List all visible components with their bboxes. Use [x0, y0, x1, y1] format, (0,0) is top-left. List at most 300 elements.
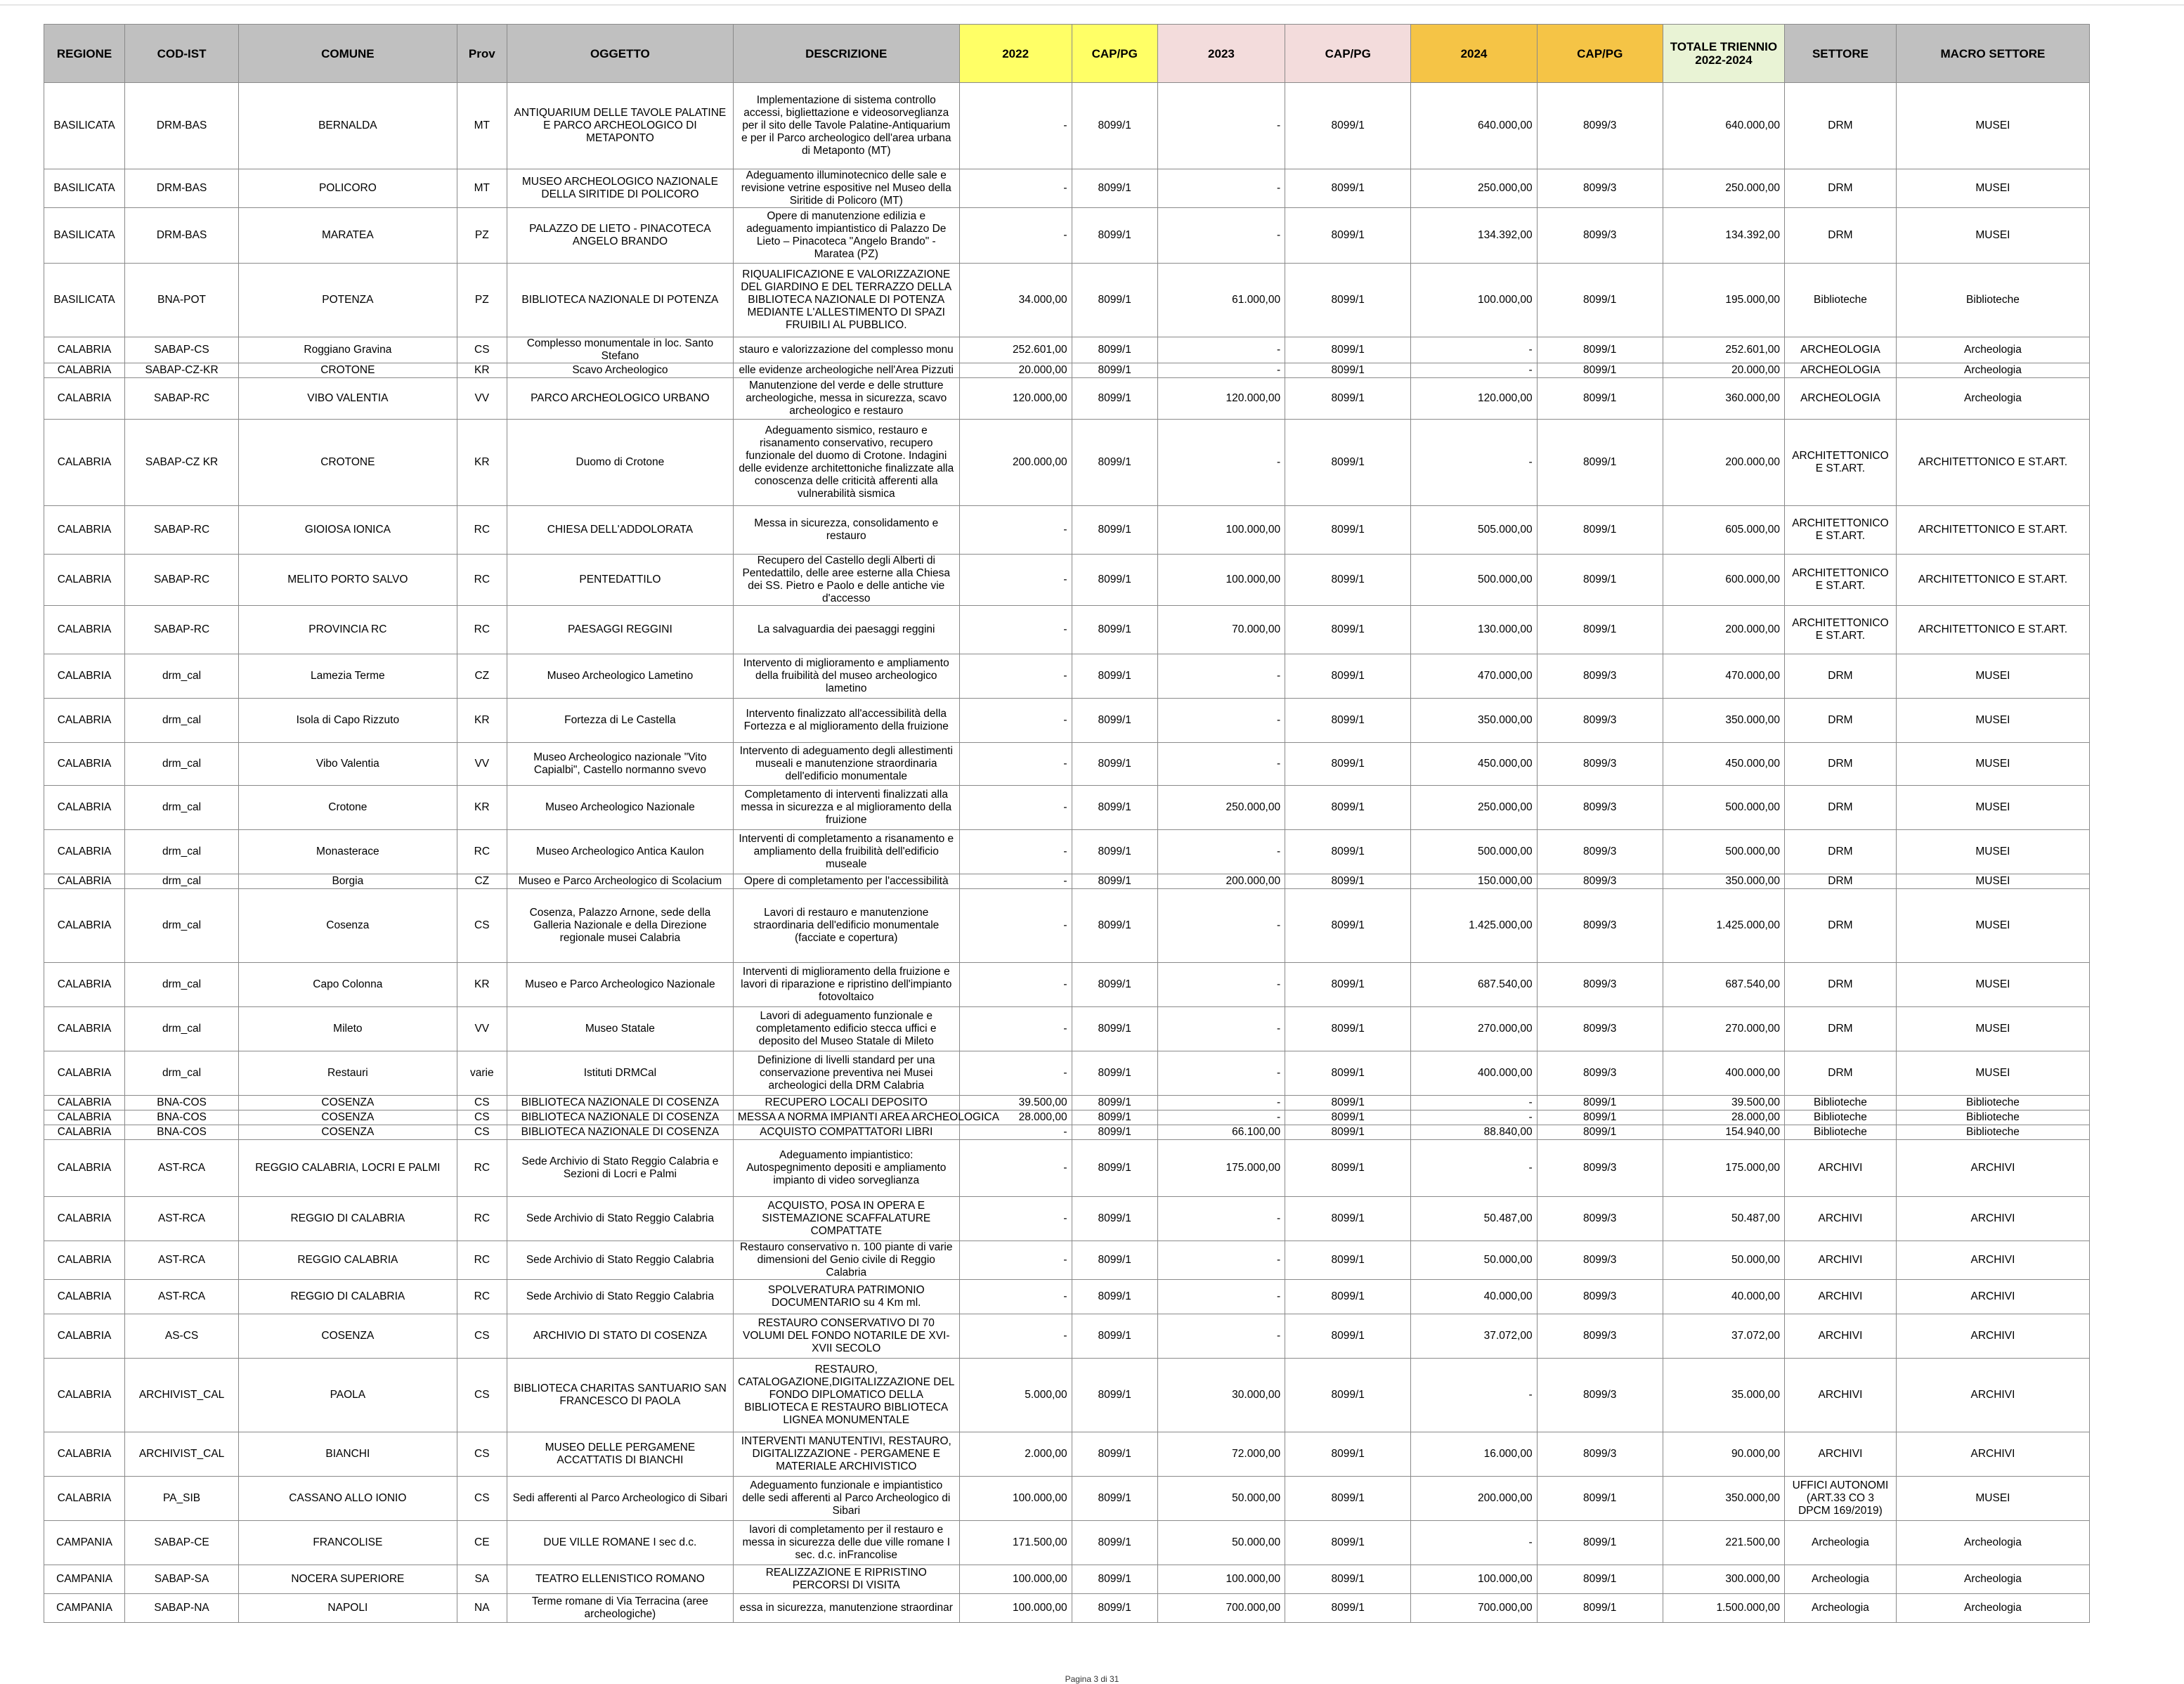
cell-totale-triennio: 195.000,00 — [1663, 264, 1784, 337]
cell-importo-2024: 134.392,00 — [1411, 208, 1537, 264]
cell-importo-2023: - — [1157, 1314, 1285, 1359]
cell-descrizione: INTERVENTI MANUTENTIVI, RESTAURO, DIGITALIZZAZIONE - PERGAMENE E MATERIALE ARCHIVISTICO — [733, 1432, 959, 1477]
cell-regione: CALABRIA — [44, 1241, 125, 1280]
cell-importo-2023: - — [1157, 1280, 1285, 1314]
cell-importo-2022: - — [959, 654, 1072, 699]
col-header-2024: 2024 — [1411, 25, 1537, 83]
col-header-descrizione: DESCRIZIONE — [733, 25, 959, 83]
cell-totale-triennio: 40.000,00 — [1663, 1280, 1784, 1314]
cell-cap-pg-2022: 8099/1 — [1072, 1565, 1157, 1594]
cell-descrizione: RESTAURO CONSERVATIVO DI 70 VOLUMI DEL FONDO NOTARILE DE XVI-XVII SECOLO — [733, 1314, 959, 1359]
cell-descrizione: stauro e valorizzazione del complesso monu — [733, 337, 959, 363]
cell-cap-pg-2023: 8099/1 — [1285, 654, 1411, 699]
cell-oggetto: Museo Archeologico Antica Kaulon — [507, 830, 733, 874]
cell-importo-2024: 700.000,00 — [1411, 1594, 1537, 1623]
cell-cap-pg-2022: 8099/1 — [1072, 1110, 1157, 1125]
cell-cap-pg-2022: 8099/1 — [1072, 1007, 1157, 1051]
cell-importo-2024: 640.000,00 — [1411, 83, 1537, 169]
cell-cap-pg-2024: 8099/1 — [1537, 606, 1663, 654]
cell-cod-ist: SABAP-RC — [125, 555, 239, 606]
cell-importo-2024: 50.487,00 — [1411, 1197, 1537, 1241]
cell-importo-2023: - — [1157, 169, 1285, 208]
table-row — [44, 654, 2090, 699]
cell-importo-2023: - — [1157, 963, 1285, 1007]
cell-importo-2024: 500.000,00 — [1411, 555, 1537, 606]
cell-prov: KR — [457, 963, 507, 1007]
cell-totale-triennio: 200.000,00 — [1663, 420, 1784, 506]
cell-cod-ist: AS-CS — [125, 1314, 239, 1359]
cell-oggetto: Museo e Parco Archeologico Nazionale — [507, 963, 733, 1007]
cell-comune: NOCERA SUPERIORE — [239, 1565, 457, 1594]
cell-descrizione: Messa in sicurezza, consolidamento e restauro — [733, 506, 959, 555]
cell-settore: ARCHITETTONICO E ST.ART. — [1785, 506, 1897, 555]
cell-oggetto: Sede Archivio di Stato Reggio Calabria e Sezioni di Locri e Palmi — [507, 1140, 733, 1197]
cell-cap-pg-2024: 8099/3 — [1537, 699, 1663, 743]
col-header-cap-pg-2024: CAP/PG — [1537, 25, 1663, 83]
cell-totale-triennio: 37.072,00 — [1663, 1314, 1784, 1359]
cell-oggetto: PARCO ARCHEOLOGICO URBANO — [507, 378, 733, 420]
cell-comune: NAPOLI — [239, 1594, 457, 1623]
cell-cap-pg-2022: 8099/1 — [1072, 83, 1157, 169]
cell-regione: CALABRIA — [44, 555, 125, 606]
cell-cod-ist: drm_cal — [125, 743, 239, 786]
cell-regione: CALABRIA — [44, 1125, 125, 1140]
cell-importo-2023: 100.000,00 — [1157, 555, 1285, 606]
cell-totale-triennio: 200.000,00 — [1663, 606, 1784, 654]
cell-importo-2024: 120.000,00 — [1411, 378, 1537, 420]
cell-importo-2024: 250.000,00 — [1411, 169, 1537, 208]
table-row — [44, 363, 2090, 378]
cell-totale-triennio: 500.000,00 — [1663, 786, 1784, 830]
cell-totale-triennio: 360.000,00 — [1663, 378, 1784, 420]
cell-settore: Biblioteche — [1785, 1125, 1897, 1140]
cell-importo-2022: - — [959, 1051, 1072, 1096]
cell-macro-settore: Biblioteche — [1896, 264, 2089, 337]
cell-importo-2022: 171.500,00 — [959, 1521, 1072, 1565]
cell-comune: Borgia — [239, 874, 457, 889]
cell-cod-ist: PA_SIB — [125, 1477, 239, 1521]
cell-cap-pg-2023: 8099/1 — [1285, 1594, 1411, 1623]
cell-cap-pg-2023: 8099/1 — [1285, 1280, 1411, 1314]
cell-cod-ist: SABAP-CS — [125, 337, 239, 363]
cell-settore: DRM — [1785, 963, 1897, 1007]
cell-cap-pg-2022: 8099/1 — [1072, 363, 1157, 378]
cell-cod-ist: BNA-COS — [125, 1125, 239, 1140]
cell-prov: SA — [457, 1565, 507, 1594]
top-divider — [0, 4, 2184, 6]
cell-oggetto: BIBLIOTECA NAZIONALE DI COSENZA — [507, 1125, 733, 1140]
cell-cap-pg-2022: 8099/1 — [1072, 506, 1157, 555]
cell-cap-pg-2023: 8099/1 — [1285, 1432, 1411, 1477]
cell-importo-2022: - — [959, 1241, 1072, 1280]
cell-importo-2024: 200.000,00 — [1411, 1477, 1537, 1521]
cell-prov: CS — [457, 1359, 507, 1432]
cell-cod-ist: SABAP-RC — [125, 606, 239, 654]
cell-settore: ARCHIVI — [1785, 1359, 1897, 1432]
cell-importo-2023: 200.000,00 — [1157, 874, 1285, 889]
cell-macro-settore: MUSEI — [1896, 654, 2089, 699]
cell-importo-2022: - — [959, 1140, 1072, 1197]
cell-macro-settore: MUSEI — [1896, 889, 2089, 963]
cell-importo-2022: 100.000,00 — [959, 1594, 1072, 1623]
cell-cap-pg-2023: 8099/1 — [1285, 1140, 1411, 1197]
cell-importo-2024: 130.000,00 — [1411, 606, 1537, 654]
cell-oggetto: Museo Archeologico Lametino — [507, 654, 733, 699]
cell-comune: BERNALDA — [239, 83, 457, 169]
cell-comune: GIOIOSA IONICA — [239, 506, 457, 555]
cell-descrizione: ACQUISTO, POSA IN OPERA E SISTEMAZIONE SCAFFALATURE COMPATTATE — [733, 1197, 959, 1241]
cell-cap-pg-2022: 8099/1 — [1072, 264, 1157, 337]
cell-oggetto: BIBLIOTECA NAZIONALE DI COSENZA — [507, 1110, 733, 1125]
cell-importo-2022: - — [959, 743, 1072, 786]
table-row — [44, 1007, 2090, 1051]
cell-importo-2022: 34.000,00 — [959, 264, 1072, 337]
cell-cod-ist: drm_cal — [125, 699, 239, 743]
cell-totale-triennio: 154.940,00 — [1663, 1125, 1784, 1140]
cell-cap-pg-2024: 8099/1 — [1537, 555, 1663, 606]
cell-cod-ist: ARCHIVIST_CAL — [125, 1359, 239, 1432]
cell-importo-2023: - — [1157, 337, 1285, 363]
cell-cap-pg-2024: 8099/1 — [1537, 1477, 1663, 1521]
cell-cap-pg-2022: 8099/1 — [1072, 874, 1157, 889]
cell-cap-pg-2022: 8099/1 — [1072, 889, 1157, 963]
cell-prov: RC — [457, 1140, 507, 1197]
cell-prov: RC — [457, 1197, 507, 1241]
cell-importo-2023: 66.100,00 — [1157, 1125, 1285, 1140]
cell-macro-settore: ARCHIVI — [1896, 1197, 2089, 1241]
cell-settore: ARCHIVI — [1785, 1140, 1897, 1197]
cell-descrizione: Opere di manutenzione edilizia e adeguamento impiantistico di Palazzo De Lieto – Pinacoteca "Angelo Brando" - Maratea (PZ) — [733, 208, 959, 264]
cell-descrizione: Intervento finalizzato all'accessibilità della Fortezza e al miglioramento della fruizione — [733, 699, 959, 743]
cell-descrizione: MESSA A NORMA IMPIANTI AREA ARCHEOLOGICA — [733, 1110, 959, 1125]
cell-cap-pg-2024: 8099/3 — [1537, 1314, 1663, 1359]
cell-comune: FRANCOLISE — [239, 1521, 457, 1565]
budget-table — [44, 24, 2090, 1623]
cell-oggetto: Istituti DRMCal — [507, 1051, 733, 1096]
table-row — [44, 1280, 2090, 1314]
cell-totale-triennio: 350.000,00 — [1663, 874, 1784, 889]
cell-importo-2022: - — [959, 1280, 1072, 1314]
cell-descrizione: Manutenzione del verde e delle strutture archeologiche, messa in sicurezza, scavo archeologico e restauro — [733, 378, 959, 420]
cell-regione: BASILICATA — [44, 208, 125, 264]
cell-prov: RC — [457, 555, 507, 606]
cell-prov: VV — [457, 743, 507, 786]
cell-comune: Isola di Capo Rizzuto — [239, 699, 457, 743]
cell-prov: PZ — [457, 264, 507, 337]
cell-macro-settore: ARCHIVI — [1896, 1359, 2089, 1432]
col-header-totale-triennio: TOTALE TRIENNIO 2022-2024 — [1663, 25, 1784, 83]
cell-prov: CS — [457, 1110, 507, 1125]
cell-importo-2022: 100.000,00 — [959, 1477, 1072, 1521]
cell-settore: Biblioteche — [1785, 1110, 1897, 1125]
cell-regione: CALABRIA — [44, 1007, 125, 1051]
cell-macro-settore: Archeologia — [1896, 1594, 2089, 1623]
cell-prov: CS — [457, 1125, 507, 1140]
cell-comune: BIANCHI — [239, 1432, 457, 1477]
cell-macro-settore: ARCHITETTONICO E ST.ART. — [1896, 506, 2089, 555]
cell-macro-settore: ARCHIVI — [1896, 1241, 2089, 1280]
cell-importo-2023: - — [1157, 1007, 1285, 1051]
cell-cod-ist: SABAP-NA — [125, 1594, 239, 1623]
cell-descrizione: ACQUISTO COMPATTATORI LIBRI — [733, 1125, 959, 1140]
cell-cap-pg-2023: 8099/1 — [1285, 1197, 1411, 1241]
cell-totale-triennio: 175.000,00 — [1663, 1140, 1784, 1197]
cell-oggetto: Duomo di Crotone — [507, 420, 733, 506]
cell-oggetto: Sede Archivio di Stato Reggio Calabria — [507, 1280, 733, 1314]
cell-cap-pg-2023: 8099/1 — [1285, 1110, 1411, 1125]
cell-cod-ist: ARCHIVIST_CAL — [125, 1432, 239, 1477]
cell-importo-2023: 72.000,00 — [1157, 1432, 1285, 1477]
cell-descrizione: Opere di completamento per l'accessibilità — [733, 874, 959, 889]
cell-regione: CALABRIA — [44, 889, 125, 963]
cell-macro-settore: ARCHITETTONICO E ST.ART. — [1896, 606, 2089, 654]
cell-regione: CALABRIA — [44, 830, 125, 874]
cell-comune: Monasterace — [239, 830, 457, 874]
cell-importo-2022: - — [959, 1197, 1072, 1241]
cell-importo-2023: 175.000,00 — [1157, 1140, 1285, 1197]
cell-descrizione: elle evidenze archeologiche nell'Area Pizzuti — [733, 363, 959, 378]
cell-importo-2023: 61.000,00 — [1157, 264, 1285, 337]
cell-cod-ist: SABAP-CZ KR — [125, 420, 239, 506]
cell-cap-pg-2024: 8099/3 — [1537, 83, 1663, 169]
cell-importo-2023: 50.000,00 — [1157, 1477, 1285, 1521]
cell-importo-2024: 350.000,00 — [1411, 699, 1537, 743]
cell-importo-2023: - — [1157, 699, 1285, 743]
cell-prov: CS — [457, 1096, 507, 1110]
cell-cap-pg-2023: 8099/1 — [1285, 420, 1411, 506]
cell-importo-2023: 50.000,00 — [1157, 1521, 1285, 1565]
cell-cap-pg-2024: 8099/1 — [1537, 1565, 1663, 1594]
table-row — [44, 830, 2090, 874]
cell-cap-pg-2022: 8099/1 — [1072, 378, 1157, 420]
cell-prov: RC — [457, 1280, 507, 1314]
cell-importo-2023: - — [1157, 1110, 1285, 1125]
table-row — [44, 1359, 2090, 1432]
cell-cap-pg-2022: 8099/1 — [1072, 1359, 1157, 1432]
table-row — [44, 1314, 2090, 1359]
cell-macro-settore: Biblioteche — [1896, 1110, 2089, 1125]
cell-settore: ARCHITETTONICO E ST.ART. — [1785, 420, 1897, 506]
cell-settore: DRM — [1785, 786, 1897, 830]
cell-totale-triennio: 640.000,00 — [1663, 83, 1784, 169]
cell-regione: CALABRIA — [44, 699, 125, 743]
cell-cap-pg-2023: 8099/1 — [1285, 786, 1411, 830]
cell-prov: CS — [457, 1314, 507, 1359]
cell-oggetto: Sede Archivio di Stato Reggio Calabria — [507, 1241, 733, 1280]
cell-importo-2024: 450.000,00 — [1411, 743, 1537, 786]
cell-cap-pg-2024: 8099/3 — [1537, 830, 1663, 874]
cell-cap-pg-2022: 8099/1 — [1072, 1096, 1157, 1110]
cell-totale-triennio: 28.000,00 — [1663, 1110, 1784, 1125]
cell-cap-pg-2024: 8099/3 — [1537, 743, 1663, 786]
cell-macro-settore: MUSEI — [1896, 743, 2089, 786]
cell-comune: REGGIO CALABRIA, LOCRI E PALMI — [239, 1140, 457, 1197]
cell-totale-triennio: 39.500,00 — [1663, 1096, 1784, 1110]
cell-descrizione: Adeguamento illuminotecnico delle sale e revisione vetrine espositive nel Museo della Siritide di Policoro (MT) — [733, 169, 959, 208]
cell-prov: RC — [457, 606, 507, 654]
cell-oggetto: Terme romane di Via Terracina (aree archeologiche) — [507, 1594, 733, 1623]
cell-macro-settore: MUSEI — [1896, 1051, 2089, 1096]
cell-importo-2023: 70.000,00 — [1157, 606, 1285, 654]
cell-settore: DRM — [1785, 208, 1897, 264]
cell-regione: CALABRIA — [44, 1140, 125, 1197]
cell-cap-pg-2024: 8099/1 — [1537, 363, 1663, 378]
cell-cap-pg-2024: 8099/3 — [1537, 1432, 1663, 1477]
cell-comune: POTENZA — [239, 264, 457, 337]
cell-cap-pg-2022: 8099/1 — [1072, 1241, 1157, 1280]
cell-cap-pg-2022: 8099/1 — [1072, 786, 1157, 830]
cell-prov: MT — [457, 169, 507, 208]
cell-importo-2023: 120.000,00 — [1157, 378, 1285, 420]
cell-totale-triennio: 270.000,00 — [1663, 1007, 1784, 1051]
cell-settore: DRM — [1785, 830, 1897, 874]
table-row — [44, 1110, 2090, 1125]
table-row — [44, 786, 2090, 830]
cell-cap-pg-2023: 8099/1 — [1285, 555, 1411, 606]
cell-cap-pg-2022: 8099/1 — [1072, 169, 1157, 208]
cell-macro-settore: Archeologia — [1896, 363, 2089, 378]
cell-descrizione: SPOLVERATURA PATRIMONIO DOCUMENTARIO su 4 Km ml. — [733, 1280, 959, 1314]
cell-settore: DRM — [1785, 874, 1897, 889]
cell-oggetto: Sede Archivio di Stato Reggio Calabria — [507, 1197, 733, 1241]
cell-cap-pg-2023: 8099/1 — [1285, 337, 1411, 363]
cell-cod-ist: drm_cal — [125, 786, 239, 830]
cell-settore: ARCHIVI — [1785, 1314, 1897, 1359]
cell-importo-2022: - — [959, 874, 1072, 889]
table-row — [44, 1241, 2090, 1280]
cell-regione: CALABRIA — [44, 506, 125, 555]
cell-regione: BASILICATA — [44, 169, 125, 208]
cell-macro-settore: MUSEI — [1896, 786, 2089, 830]
cell-settore: DRM — [1785, 1007, 1897, 1051]
cell-settore: DRM — [1785, 743, 1897, 786]
cell-cap-pg-2023: 8099/1 — [1285, 1125, 1411, 1140]
cell-cap-pg-2022: 8099/1 — [1072, 1125, 1157, 1140]
cell-descrizione: Adeguamento funzionale e impiantistico delle sedi afferenti al Parco Archeologico di Sibari — [733, 1477, 959, 1521]
cell-prov: KR — [457, 786, 507, 830]
cell-totale-triennio: 470.000,00 — [1663, 654, 1784, 699]
cell-totale-triennio: 1.425.000,00 — [1663, 889, 1784, 963]
table-row — [44, 264, 2090, 337]
cell-importo-2024: - — [1411, 1359, 1537, 1432]
cell-macro-settore: MUSEI — [1896, 208, 2089, 264]
cell-cap-pg-2023: 8099/1 — [1285, 699, 1411, 743]
cell-importo-2023: - — [1157, 654, 1285, 699]
cell-importo-2023: - — [1157, 1241, 1285, 1280]
cell-importo-2022: - — [959, 1314, 1072, 1359]
cell-oggetto: BIBLIOTECA NAZIONALE DI POTENZA — [507, 264, 733, 337]
table-row — [44, 1096, 2090, 1110]
cell-descrizione: Intervento di adeguamento degli allestimenti museali e manutenzione straordinaria dell'edificio monumentale — [733, 743, 959, 786]
cell-cap-pg-2023: 8099/1 — [1285, 1051, 1411, 1096]
cell-regione: CALABRIA — [44, 1477, 125, 1521]
cell-importo-2022: 200.000,00 — [959, 420, 1072, 506]
cell-regione: CALABRIA — [44, 337, 125, 363]
cell-prov: CZ — [457, 654, 507, 699]
cell-importo-2024: 50.000,00 — [1411, 1241, 1537, 1280]
cell-importo-2023: - — [1157, 208, 1285, 264]
cell-totale-triennio: 500.000,00 — [1663, 830, 1784, 874]
cell-macro-settore: MUSEI — [1896, 169, 2089, 208]
cell-settore: DRM — [1785, 889, 1897, 963]
cell-cap-pg-2022: 8099/1 — [1072, 1051, 1157, 1096]
cell-cap-pg-2024: 8099/1 — [1537, 378, 1663, 420]
cell-prov: varie — [457, 1051, 507, 1096]
cell-settore: ARCHIVI — [1785, 1432, 1897, 1477]
cell-cap-pg-2022: 8099/1 — [1072, 1477, 1157, 1521]
cell-importo-2022: - — [959, 83, 1072, 169]
cell-cap-pg-2023: 8099/1 — [1285, 874, 1411, 889]
cell-comune: COSENZA — [239, 1110, 457, 1125]
cell-cod-ist: drm_cal — [125, 889, 239, 963]
cell-settore: Biblioteche — [1785, 264, 1897, 337]
cell-cap-pg-2024: 8099/3 — [1537, 1241, 1663, 1280]
cell-regione: CALABRIA — [44, 743, 125, 786]
cell-importo-2022: 28.000,00 — [959, 1110, 1072, 1125]
cell-cap-pg-2023: 8099/1 — [1285, 743, 1411, 786]
cell-importo-2022: 100.000,00 — [959, 1565, 1072, 1594]
cell-cap-pg-2022: 8099/1 — [1072, 1314, 1157, 1359]
cell-importo-2024: 100.000,00 — [1411, 1565, 1537, 1594]
cell-importo-2022: 20.000,00 — [959, 363, 1072, 378]
cell-descrizione: Completamento di interventi finalizzati alla messa in sicurezza e al miglioramento della fruizione — [733, 786, 959, 830]
cell-cap-pg-2022: 8099/1 — [1072, 420, 1157, 506]
cell-comune: Crotone — [239, 786, 457, 830]
cell-cod-ist: DRM-BAS — [125, 83, 239, 169]
cell-oggetto: PALAZZO DE LIETO - PINACOTECA ANGELO BRANDO — [507, 208, 733, 264]
cell-cap-pg-2023: 8099/1 — [1285, 1007, 1411, 1051]
table-row — [44, 1140, 2090, 1197]
cell-cap-pg-2022: 8099/1 — [1072, 830, 1157, 874]
cell-oggetto: Museo Archeologico Nazionale — [507, 786, 733, 830]
cell-cap-pg-2024: 8099/3 — [1537, 889, 1663, 963]
cell-importo-2023: - — [1157, 830, 1285, 874]
cell-importo-2023: 250.000,00 — [1157, 786, 1285, 830]
table-row — [44, 420, 2090, 506]
cell-cod-ist: DRM-BAS — [125, 208, 239, 264]
cell-regione: CALABRIA — [44, 1359, 125, 1432]
col-header-2022: 2022 — [959, 25, 1072, 83]
cell-cap-pg-2023: 8099/1 — [1285, 363, 1411, 378]
cell-importo-2022: - — [959, 606, 1072, 654]
table-row — [44, 743, 2090, 786]
cell-comune: REGGIO DI CALABRIA — [239, 1197, 457, 1241]
cell-cap-pg-2024: 8099/3 — [1537, 1051, 1663, 1096]
cell-settore: Archeologia — [1785, 1521, 1897, 1565]
cell-regione: CALABRIA — [44, 1432, 125, 1477]
cell-comune: POLICORO — [239, 169, 457, 208]
cell-cap-pg-2022: 8099/1 — [1072, 699, 1157, 743]
cell-regione: CALABRIA — [44, 654, 125, 699]
page-number: Pagina 3 di 31 — [1065, 1674, 1119, 1684]
cell-totale-triennio: 350.000,00 — [1663, 699, 1784, 743]
cell-importo-2023: - — [1157, 363, 1285, 378]
cell-cap-pg-2023: 8099/1 — [1285, 963, 1411, 1007]
cell-importo-2023: 100.000,00 — [1157, 506, 1285, 555]
cell-cap-pg-2023: 8099/1 — [1285, 378, 1411, 420]
cell-oggetto: BIBLIOTECA NAZIONALE DI COSENZA — [507, 1096, 733, 1110]
cell-comune: Roggiano Gravina — [239, 337, 457, 363]
cell-comune: COSENZA — [239, 1314, 457, 1359]
cell-prov: CS — [457, 1477, 507, 1521]
cell-settore: ARCHITETTONICO E ST.ART. — [1785, 555, 1897, 606]
cell-macro-settore: Biblioteche — [1896, 1096, 2089, 1110]
cell-descrizione: REALIZZAZIONE E RIPRISTINO PERCORSI DI VISITA — [733, 1565, 959, 1594]
cell-cap-pg-2023: 8099/1 — [1285, 1241, 1411, 1280]
cell-importo-2022: 252.601,00 — [959, 337, 1072, 363]
cell-descrizione: Restauro conservativo n. 100 piante di varie dimensioni del Genio civile di Reggio Calabria — [733, 1241, 959, 1280]
cell-cap-pg-2022: 8099/1 — [1072, 606, 1157, 654]
